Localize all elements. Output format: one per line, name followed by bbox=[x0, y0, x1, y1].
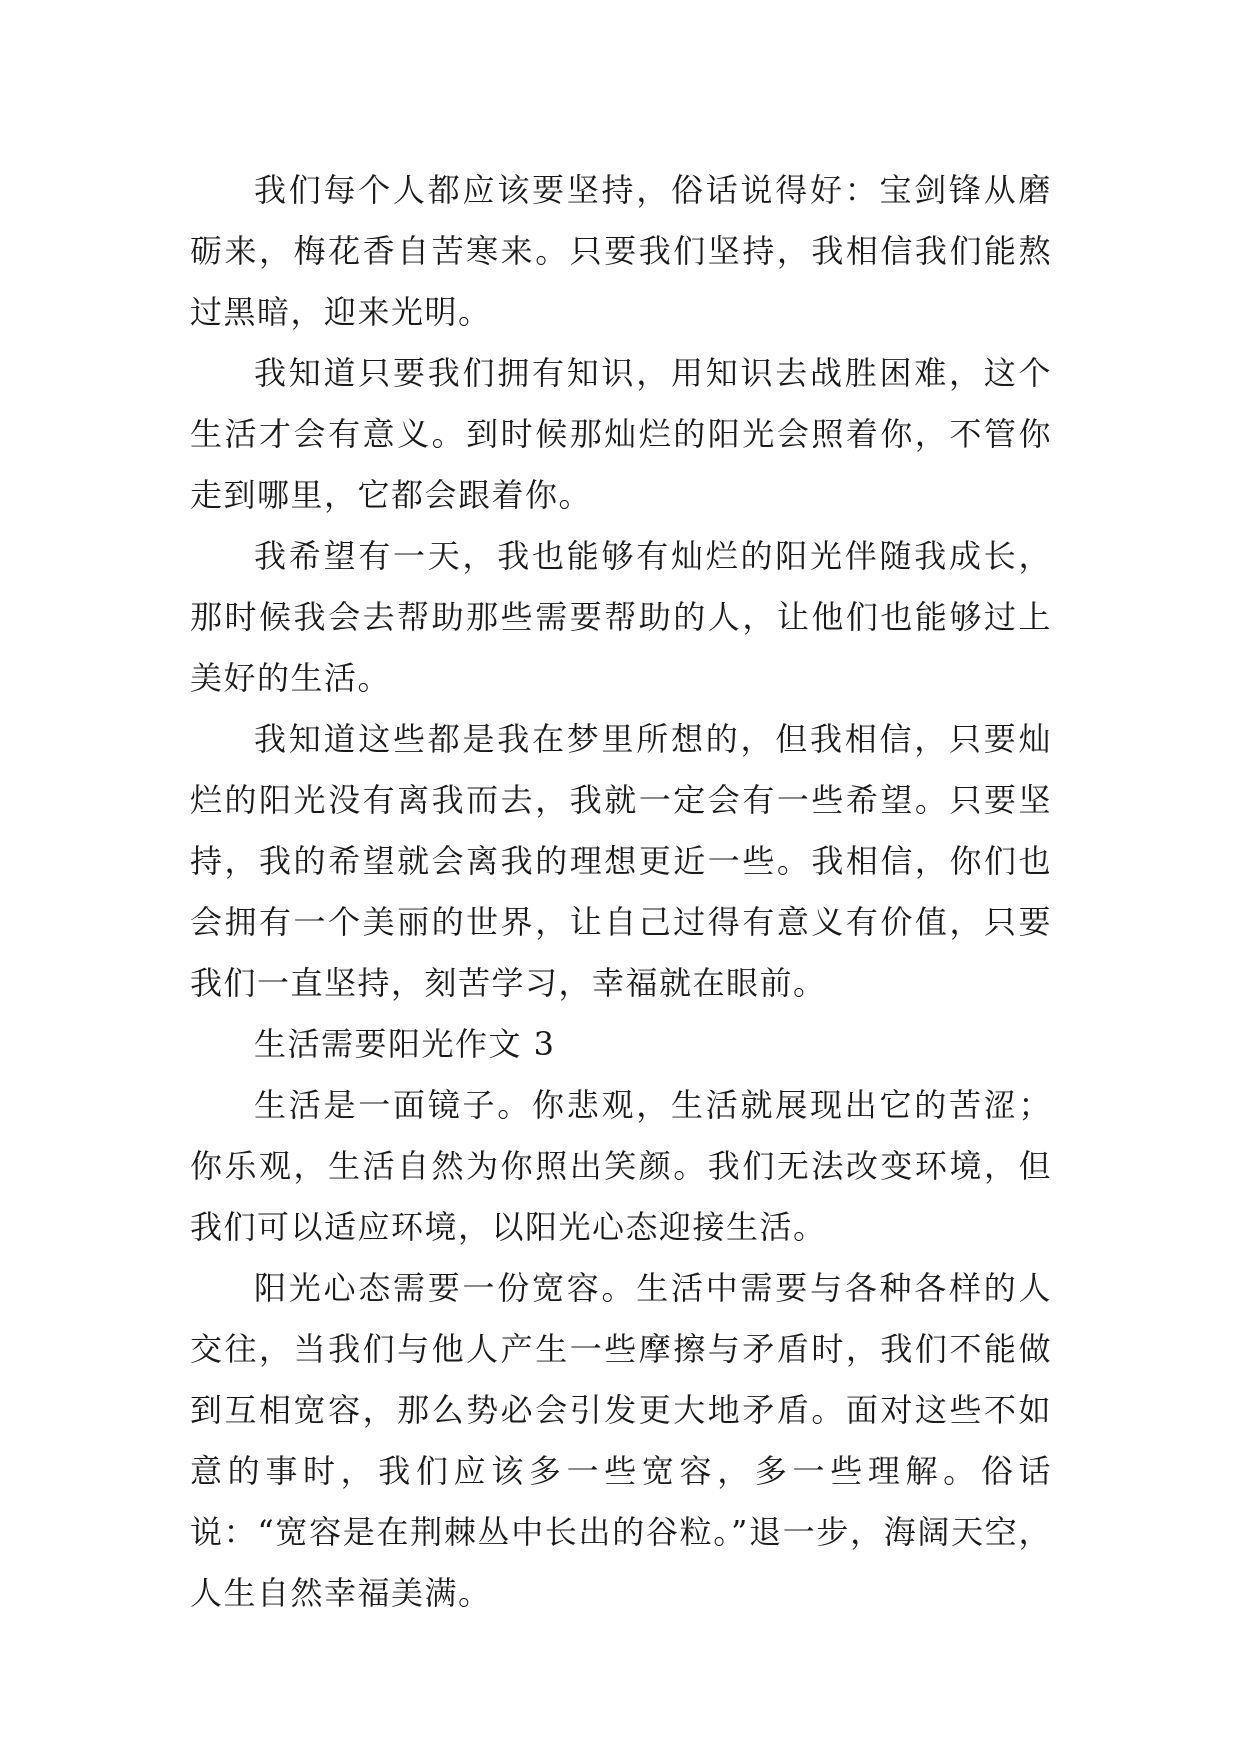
paragraph: 我知道这些都是我在梦里所想的，但我相信，只要灿烂的阳光没有离我而去，我就一定会有一些希望。只要坚持，我的希望就会离我的理想更近一些。我相信，你们也会拥有一个美丽的世界，让自己过得有意义有价值，只要我们一直坚持，刻苦学习，幸福就在眼前。 bbox=[190, 720, 1052, 1002]
paragraph: 我知道只要我们拥有知识，用知识去战胜困难，这个生活才会有意义。到时候那灿烂的阳光会照着你，不管你走到哪里，它都会跟着你。 bbox=[190, 354, 1052, 514]
paragraph: 我希望有一天，我也能够有灿烂的阳光伴随我成长，那时候我会去帮助那些需要帮助的人，让他们也能够过上美好的生活。 bbox=[190, 537, 1052, 697]
section-title: 生活需要阳光作文 3 bbox=[254, 1025, 556, 1063]
paragraph: 我们每个人都应该要坚持，俗话说得好：宝剑锋从磨砺来，梅花香自苦寒来。只要我们坚持，我相信我们能熬过黑暗，迎来光明。 bbox=[190, 171, 1052, 331]
document-body bbox=[190, 160, 1052, 1624]
paragraph: 生活是一面镜子。你悲观，生活就展现出它的苦涩；你乐观，生活自然为你照出笑颜。我们无法改变环境，但我们可以适应环境，以阳光心态迎接生活。 bbox=[190, 1086, 1052, 1246]
paragraph: 阳光心态需要一份宽容。生活中需要与各种各样的人交往，当我们与他人产生一些摩擦与矛盾时，我们不能做到互相宽容，那么势必会引发更大地矛盾。面对这些不如意的事时，我们应该多一些宽容，多一些理解。俗话说：“宽容是在荆棘丛中长出的谷粒。”退一步，海阔天空，人生自然幸福美满。 bbox=[190, 1269, 1052, 1612]
